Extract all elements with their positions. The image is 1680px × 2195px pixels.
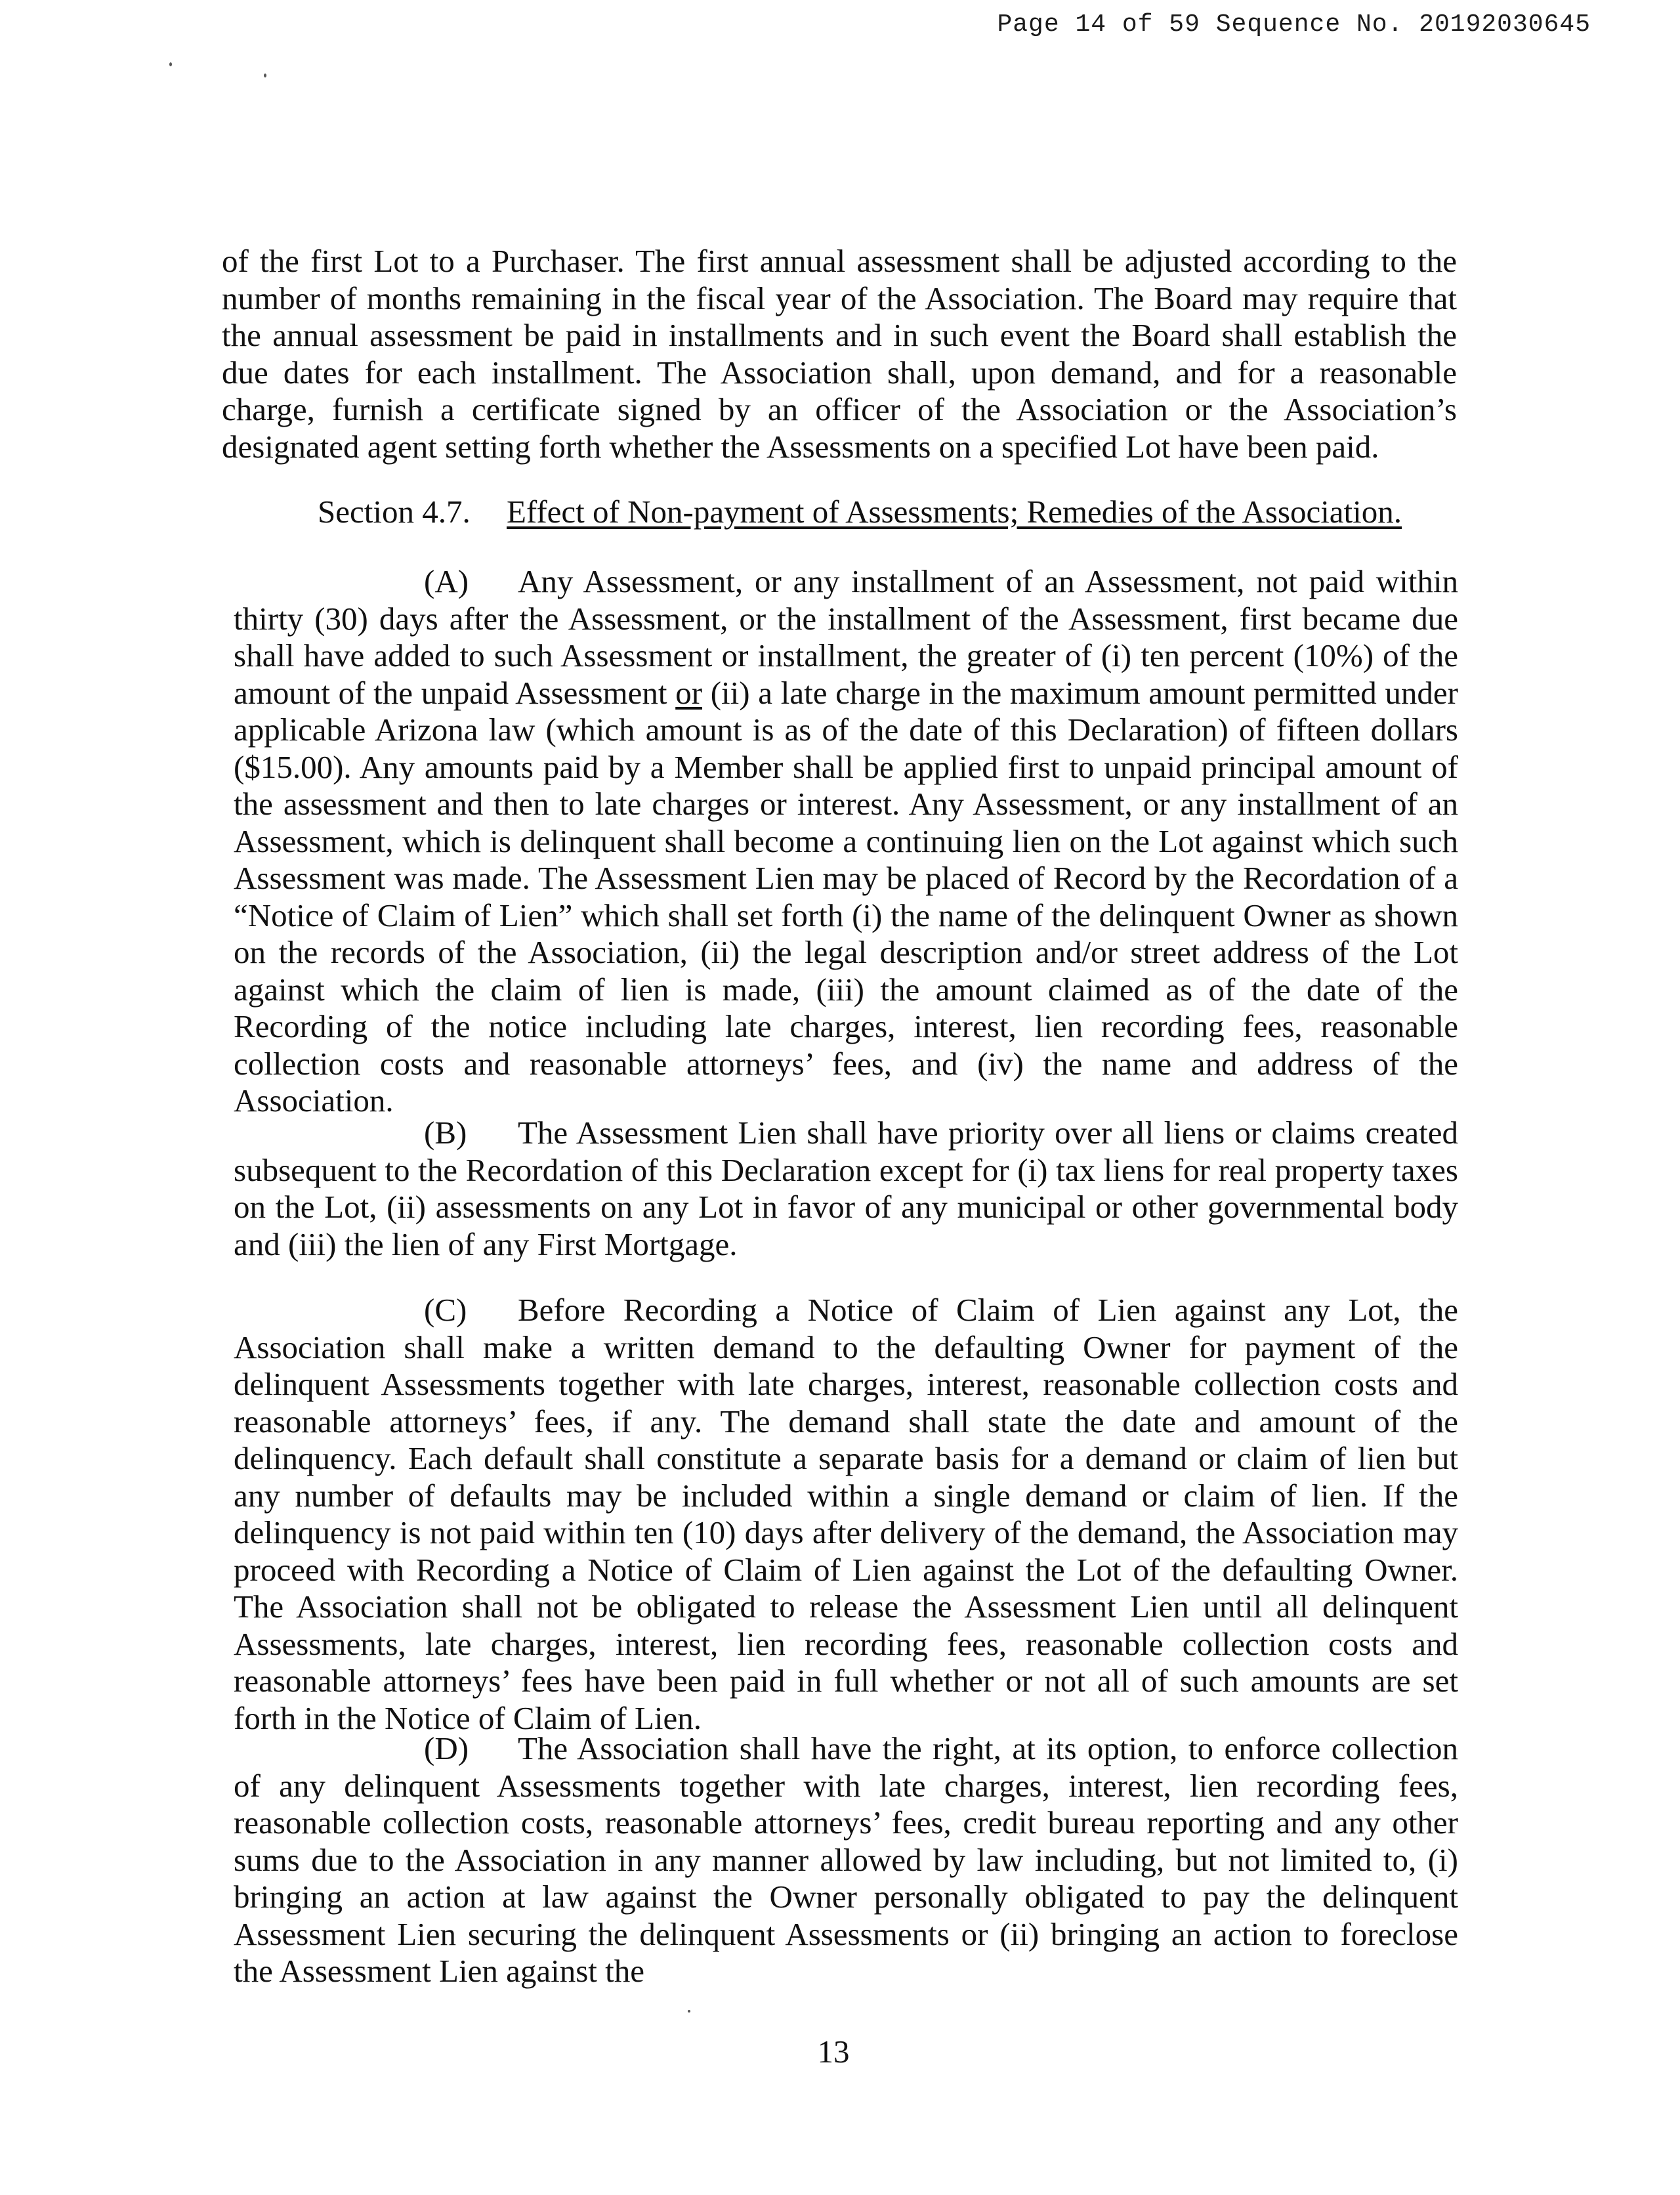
emphasis-or: or: [675, 674, 703, 711]
paragraph-text: Any Assessment, or any installment of an Assessment, not paid within thirty (30) days after the Assessment, or the installment of the Assessment, first became due shall have added to such Assessment or installment, the greater of (i) ten percent (10%) of the amount of the unpaid Assessment: [234, 563, 1458, 711]
section-title: Effect of Non-payment of Assessments; Remedies of the Association.: [507, 494, 1402, 530]
paragraph-label: (C): [424, 1292, 467, 1328]
section-number: Section 4.7.: [318, 494, 471, 530]
paragraph-c: [234, 1292, 1458, 1737]
paragraph-label: (A): [424, 563, 469, 599]
paragraph-b: [234, 1115, 1458, 1263]
paragraph-label: (D): [424, 1730, 469, 1766]
continued-paragraph: of the first Lot to a Purchaser. The first annual assessment shall be adjusted according to the number of months remaining in the fiscal year of the Association. The Board may require that the annual assessment be paid in installments and in such event the Board shall establish the due dates for each installment. The Association shall, upon demand, and for a reasonable charge, furnish a certificate signed by an officer of the Association or the Association’s designated agent setting forth whether the Assessments on a specified Lot have been paid.: [222, 243, 1457, 465]
paragraph-label: (B): [424, 1115, 467, 1151]
paragraph-d: [234, 1730, 1458, 1990]
paragraph-a: [234, 563, 1458, 1120]
paragraph-text: (ii) a late charge in the maximum amount permitted under applicable Arizona law (which amount is as of the date of this Declaration) of fifteen dollars ($15.00). Any amounts paid by a Member shall be applied first to unpaid principal amount of the assessment and then to late charges or interest. Any Assessment, or any installment of an Assessment, which is delinquent shall become a continuing lien on the Lot against which such Assessment was made. The Assessment Lien may be placed of Record by the Recordation of a “Notice of Claim of Lien” which shall set forth (i) the name of the delinquent Owner as shown on the records of the Association, (ii) the legal description and/or street address of the Lot against which the claim of lien is made, (iii) the amount claimed as of the date of the Recording of the notice including late charges, interest, lien recording fees, reasonable collection costs and reasonable attorneys’ fees, and (iv) the name and address of the Association.: [234, 674, 1458, 1119]
page-number-text: 13: [817, 2034, 850, 2070]
paragraph-text: The Association shall have the right, at its option, to enforce collection of any delinquent Assessments together with late charges, interest, lien recording fees, reasonable collection costs, reasonable attorneys’ fees, credit bureau reporting and any other sums due to the Association in any manner allowed by law including, but not limited to, (i) bringing an action at law against the Owner personally obligated to pay the delinquent Assessment Lien securing the delinquent Assessments or (ii) bringing an action to foreclose the Assessment Lien against the: [234, 1730, 1458, 1989]
recording-page-stamp: Page 14 of 59 Sequence No. 20192030645: [997, 11, 1591, 39]
page-number: [0, 2034, 1680, 2071]
section-heading: [318, 494, 1402, 531]
paragraph-text: Before Recording a Notice of Claim of Lien against any Lot, the Association shall make a written demand to the defaulting Owner for payment of the delinquent Assessments together with late charges, interest, reasonable collection costs and reasonable attorneys’ fees, if any. The demand shall state the date and amount of the delinquency. Each default shall constitute a separate basis for a demand or claim of lien but any number of defaults may be included within a single demand or claim of lien. If the delinquency is not paid within ten (10) days after delivery of the demand, the Association may proceed with Recording a Notice of Claim of Lien against the Lot of the defaulting Owner. The Association shall not be obligated to release the Assessment Lien until all delinquent Assessments, late charges, interest, lien recording fees, reasonable collection costs and reasonable attorneys’ fees have been paid in full whether or not all of such amounts are set forth in the Notice of Claim of Lien.: [234, 1292, 1458, 1736]
paragraph-text: The Assessment Lien shall have priority over all liens or claims created subsequent to the Recordation of this Declaration except for (i) tax liens for real property taxes on the Lot, (ii) assessments on any Lot in favor of any municipal or other governmental body and (iii) the lien of any First Mortgage.: [234, 1115, 1458, 1262]
